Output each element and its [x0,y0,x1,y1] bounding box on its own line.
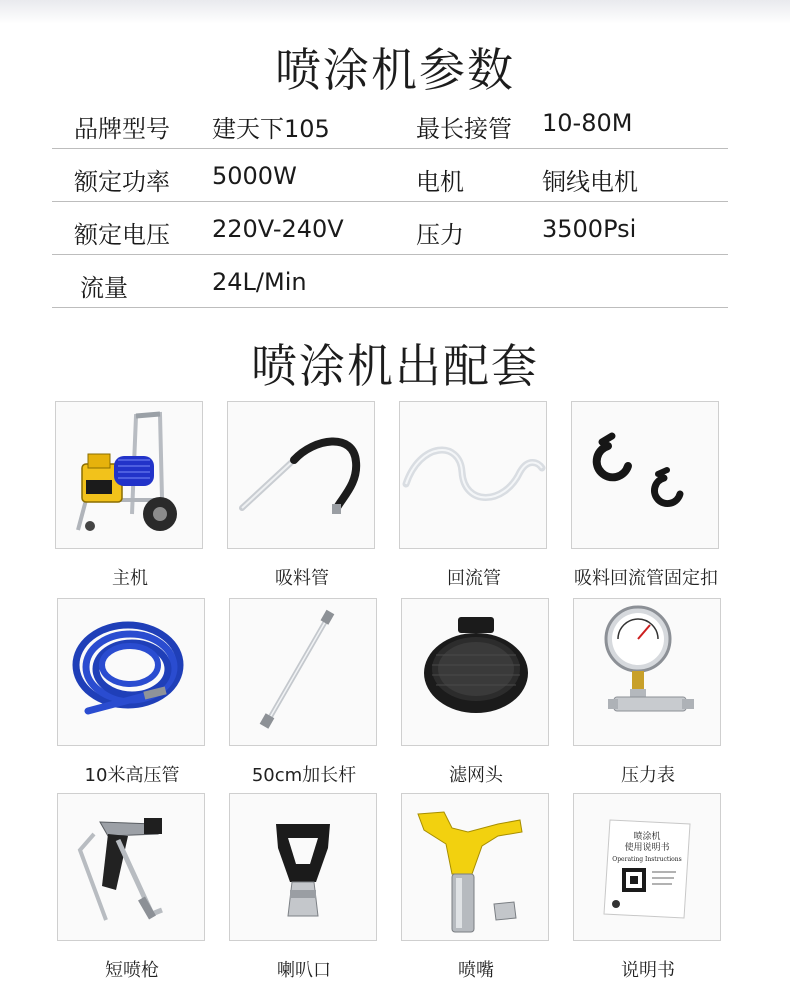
spec-table [52,96,728,308]
spec-label: 流量 [80,274,128,302]
accessory-label: 50cm加长杆 [251,765,357,786]
accessory-item [229,598,379,787]
spec-value: 24L/Min [212,268,307,296]
extension-pole-icon [229,598,377,746]
accessory-label: 说明书 [621,960,675,981]
accessory-item [57,598,207,787]
accessory-label: 10米高压管 [84,765,180,786]
spec-label: 品牌型号 [74,115,170,143]
spec-value: 3500Psi [542,215,637,243]
manual-cover-english: Operating Instructions [612,856,682,863]
accessory-item [573,793,723,982]
spec-value: 10-80M [542,109,633,137]
spec-value: 建天下105 [212,115,330,143]
accessory-item [401,598,551,787]
return-tube-icon [399,401,547,549]
spray-gun-icon [57,793,205,941]
top-shading [0,0,790,24]
spec-row [52,149,728,202]
spec-row [52,202,728,255]
high-pressure-hose-icon [57,598,205,746]
accessory-label: 压力表 [621,765,675,786]
accessory-item [401,793,551,982]
sprayer-machine-icon [55,401,203,549]
accessory-label: 回流管 [447,568,501,589]
accessory-item [573,598,723,787]
params-title: 喷涂机参数 [275,43,515,97]
spec-row [52,96,728,149]
spray-tip-icon [401,793,549,941]
spec-value: 铜线电机 [542,168,638,196]
spec-label: 最长接管 [416,115,512,143]
manual-icon [573,793,721,941]
spec-value: 220V-240V [212,215,344,243]
manual-cover-subtitle: 使用说明书 [624,843,670,853]
spec-row [52,255,728,308]
hose-clip-icon [571,401,719,549]
filter-head-icon [401,598,549,746]
accessory-label: 吸料管 [275,568,329,589]
spec-value: 5000W [212,162,297,190]
accessory-item [571,401,721,590]
pressure-gauge-icon [573,598,721,746]
accessory-label: 吸料回流管固定扣 [574,568,718,589]
spec-label: 额定电压 [74,221,170,249]
accessory-item [227,401,377,590]
spec-label: 额定功率 [74,168,170,196]
accessory-item [229,793,379,982]
spec-label: 压力 [416,221,464,249]
nozzle-guard-icon [229,793,377,941]
accessory-label: 喇叭口 [277,960,331,981]
accessory-label: 喷嘴 [458,960,494,981]
accessory-item [399,401,549,590]
accessory-label: 滤网头 [449,765,503,786]
accessory-label: 短喷枪 [105,960,159,981]
accessory-item [55,401,205,590]
spec-label: 电机 [416,168,464,196]
accessories-title: 喷涂机出配套 [251,339,539,393]
suction-hose-icon [227,401,375,549]
accessory-label: 主机 [112,568,148,589]
accessory-item [57,793,207,982]
manual-cover-title: 喷涂机 [633,832,661,842]
